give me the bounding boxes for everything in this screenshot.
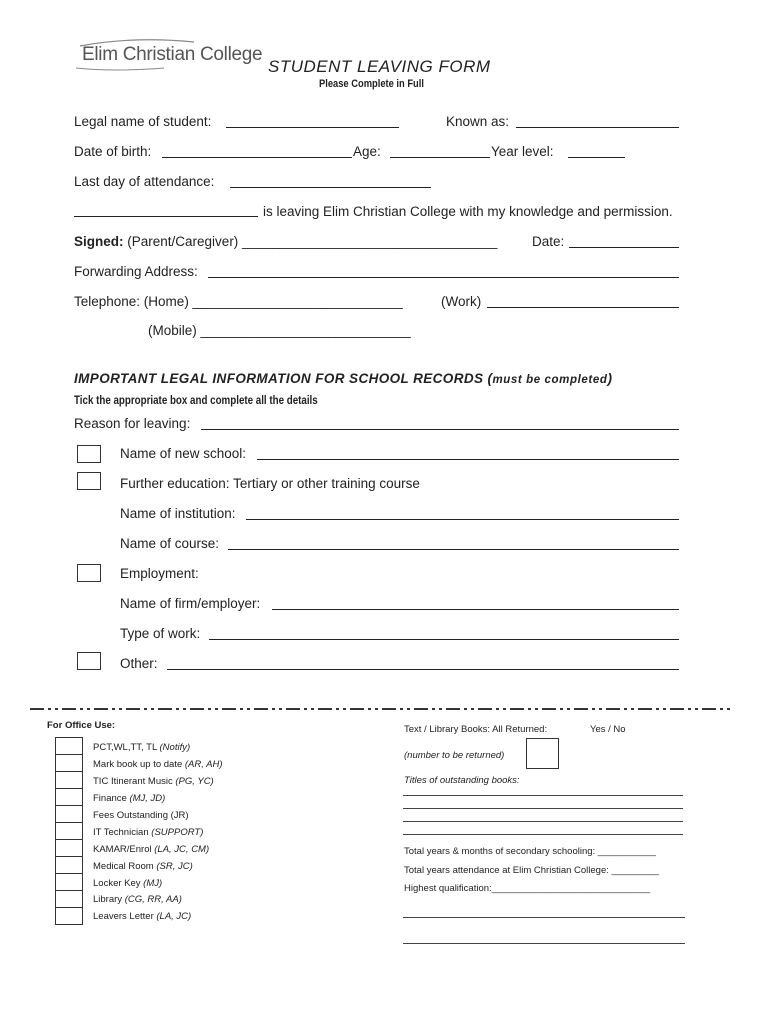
office-item <box>93 810 189 821</box>
leaving-statement: is leaving Elim Christian College with my knowledge and permission. <box>263 204 673 219</box>
office-item-label: IT Technician <box>93 827 152 838</box>
dob-label: Date of birth: <box>74 144 152 159</box>
legal-heading <box>74 371 612 386</box>
work-type-input[interactable] <box>209 639 679 640</box>
office-item-who: (LA, JC, CM) <box>154 844 210 855</box>
signed-label <box>74 234 497 249</box>
office-item-label: Medical Room <box>93 861 157 872</box>
titles-line[interactable] <box>403 808 683 809</box>
reason-label: Reason for leaving: <box>74 416 191 431</box>
tick-instruction: Tick the appropriate box and complete all the details <box>74 395 318 407</box>
office-item-who: (SUPPORT) <box>151 827 204 838</box>
office-item-label: Library <box>93 894 125 905</box>
new-school-label: Name of new school: <box>120 446 247 461</box>
office-item-label: Locker Key <box>93 878 144 889</box>
college-name: Elim Christian College <box>82 44 263 65</box>
titles-line[interactable] <box>403 821 683 822</box>
form-subtitle: Please Complete in Full <box>319 78 424 90</box>
tel-work-label: (Work) <box>441 294 482 309</box>
office-checkbox[interactable] <box>56 738 82 755</box>
forwarding-label: Forwarding Address: <box>74 264 198 279</box>
legal-name-label: Legal name of student: <box>74 114 212 129</box>
forwarding-input[interactable] <box>208 277 679 278</box>
further-ed-label: Further education: Tertiary or other training course <box>120 476 420 491</box>
new-school-checkbox[interactable] <box>77 445 101 463</box>
office-item-label: KAMAR/Enrol <box>93 844 155 855</box>
tel-mobile-label: (Mobile) ____________________________ <box>148 323 411 338</box>
age-input[interactable] <box>390 157 490 158</box>
new-school-input[interactable] <box>257 459 679 460</box>
office-checkbox[interactable] <box>56 874 82 891</box>
office-item-label: Mark book up to date <box>93 759 185 770</box>
office-checkbox[interactable] <box>56 840 82 857</box>
notes-line[interactable] <box>403 943 685 944</box>
number-returned-label: (number to be returned) <box>404 750 505 761</box>
legal-heading-small: must be completed <box>492 374 608 386</box>
last-day-label: Last day of attendance: <box>74 174 215 189</box>
student-name-input[interactable] <box>74 216 258 217</box>
office-item-who: (LA, JC) <box>156 911 192 922</box>
secondary-years-label: Total years & months of secondary schooling: ___________ <box>404 846 656 857</box>
form-title: STUDENT LEAVING FORM <box>268 57 491 76</box>
work-type-label: Type of work: <box>120 626 201 641</box>
qualification-label: Highest qualification:______________________________ <box>404 883 651 894</box>
office-item-who: (AR, AH) <box>184 759 223 770</box>
office-item-who: (Notify) <box>159 742 191 753</box>
office-item <box>93 878 162 889</box>
office-item-who: (PG, YC) <box>175 776 214 787</box>
other-input[interactable] <box>167 669 679 670</box>
legal-heading-main: IMPORTANT LEGAL INFORMATION FOR SCHOOL RECORDS ( <box>74 371 493 386</box>
office-item-who: (CG, RR, AA) <box>124 894 182 905</box>
year-level-label: Year level: <box>491 144 554 159</box>
tel-work-input[interactable] <box>487 307 679 308</box>
institution-input[interactable] <box>246 519 679 520</box>
office-checkbox[interactable] <box>56 806 82 823</box>
elim-years-label: Total years attendance at Elim Christian College: _________ <box>404 865 660 876</box>
cut-line <box>30 705 730 713</box>
legal-name-input[interactable] <box>226 127 399 128</box>
other-label: Other: <box>120 656 158 671</box>
legal-heading-end: ) <box>607 371 613 386</box>
titles-line[interactable] <box>403 795 683 796</box>
known-as-label: Known as: <box>446 114 510 129</box>
employment-label: Employment: <box>120 566 199 581</box>
office-item <box>93 742 190 753</box>
office-checkbox[interactable] <box>56 772 82 789</box>
reason-input[interactable] <box>201 429 679 430</box>
employer-input[interactable] <box>272 609 679 610</box>
office-item-who: (SR, JC) <box>156 861 193 872</box>
office-heading: For Office Use: <box>47 720 116 731</box>
office-item <box>93 776 214 787</box>
course-label: Name of course: <box>120 536 220 551</box>
signed-parent: (Parent/Caregiver) __________________________________ <box>127 234 498 249</box>
dob-input[interactable] <box>162 157 352 158</box>
office-checkbox[interactable] <box>56 857 82 874</box>
other-checkbox[interactable] <box>77 652 101 670</box>
office-item-label: Finance <box>93 793 130 804</box>
known-as-input[interactable] <box>516 127 679 128</box>
office-item <box>93 911 191 922</box>
date-label: Date: <box>532 234 565 249</box>
year-level-input[interactable] <box>568 157 625 158</box>
date-input[interactable] <box>569 247 679 248</box>
titles-line[interactable] <box>403 834 683 835</box>
office-item-label: Leavers Letter <box>93 911 157 922</box>
last-day-input[interactable] <box>230 187 431 188</box>
further-ed-checkbox[interactable] <box>77 472 101 490</box>
office-item <box>93 844 209 855</box>
office-checkbox-grid[interactable] <box>55 737 83 925</box>
course-input[interactable] <box>228 549 679 550</box>
employer-label: Name of firm/employer: <box>120 596 261 611</box>
institution-label: Name of institution: <box>120 506 236 521</box>
office-checkbox[interactable] <box>56 755 82 772</box>
office-item-who: (MJ, JD) <box>129 793 166 804</box>
office-item-who: (MJ) <box>143 878 163 889</box>
office-item <box>93 894 182 905</box>
office-item <box>93 827 203 838</box>
office-item <box>93 861 193 872</box>
office-item-label: Fees Outstanding (JR) <box>93 810 189 821</box>
books-label: Text / Library Books: All Returned: <box>404 724 548 735</box>
office-checkbox[interactable] <box>56 789 82 806</box>
office-item <box>93 793 165 804</box>
office-checkbox[interactable] <box>56 908 82 924</box>
notes-line[interactable] <box>403 917 685 918</box>
office-item <box>93 759 223 770</box>
yes-no-label: Yes / No <box>590 724 626 735</box>
age-label: Age: <box>353 144 381 159</box>
tel-home-label: Telephone: (Home) ____________________________ <box>74 294 403 309</box>
office-checkbox[interactable] <box>56 823 82 840</box>
office-checkbox[interactable] <box>56 891 82 908</box>
signed-bold: Signed: <box>74 234 124 249</box>
titles-label: Titles of outstanding books: <box>404 775 520 786</box>
office-item-label: PCT,WL,TT, TL <box>93 742 160 753</box>
office-item-label: TIC Itinerant Music <box>93 776 176 787</box>
employment-checkbox[interactable] <box>77 564 101 582</box>
books-count-box[interactable] <box>526 738 559 769</box>
